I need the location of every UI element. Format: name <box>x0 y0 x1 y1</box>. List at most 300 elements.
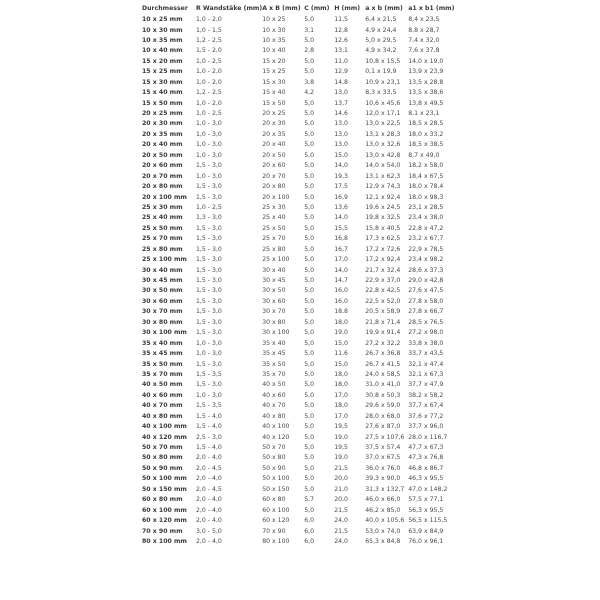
small-a-x-b-cell: 29,6 x 59,0 <box>365 402 401 410</box>
h-cell: 12,6 <box>334 36 348 44</box>
table-row <box>142 255 458 265</box>
durchmesser-cell: 20 x 70 mm <box>142 172 183 180</box>
a-x-b-cell: 40 x 80 <box>262 412 286 420</box>
a-x-b-cell: 30 x 70 <box>262 308 286 316</box>
c-cell: 5,0 <box>304 57 315 65</box>
wandstaerke-cell: 1,5 - 4,0 <box>196 444 222 452</box>
small-a-x-b-cell: 46,0 x 66,0 <box>365 496 401 504</box>
durchmesser-cell: 40 x 120 mm <box>142 433 187 441</box>
column-header-a-x-b: A x B (mm) <box>262 5 301 13</box>
wandstaerke-cell: 3,0 - 5,0 <box>196 527 222 535</box>
a1-x-b1-cell: 29,0 x 42,8 <box>408 277 444 285</box>
a1-x-b1-cell: 18,0 x 98,3 <box>408 193 444 201</box>
durchmesser-cell: 30 x 100 mm <box>142 329 187 337</box>
wandstaerke-cell: 1,0 - 3,0 <box>196 350 222 358</box>
c-cell: 5,0 <box>304 245 315 253</box>
h-cell: 19,0 <box>334 329 348 337</box>
h-cell: 13,1 <box>334 47 348 55</box>
a1-x-b1-cell: 18,0 x 78,4 <box>408 183 444 191</box>
small-a-x-b-cell: 39,3 x 90,0 <box>365 475 401 483</box>
h-cell: 13,0 <box>334 89 348 97</box>
small-a-x-b-cell: 19,6 x 24,5 <box>365 203 401 211</box>
h-cell: 16,9 <box>334 193 348 201</box>
a-x-b-cell: 10 x 25 <box>262 16 286 24</box>
h-cell: 19,5 <box>334 423 348 431</box>
a1-x-b1-cell: 46,8 x 86,7 <box>408 464 444 472</box>
small-a-x-b-cell: 10,9 x 23,1 <box>365 78 401 86</box>
durchmesser-cell: 25 x 50 mm <box>142 224 183 232</box>
durchmesser-cell: 25 x 40 mm <box>142 214 183 222</box>
h-cell: 21,5 <box>334 464 348 472</box>
table-row <box>142 391 458 401</box>
table-row <box>142 25 458 35</box>
durchmesser-cell: 30 x 40 mm <box>142 266 183 274</box>
wandstaerke-cell: 1,5 - 3,0 <box>196 193 222 201</box>
table-row <box>142 349 458 359</box>
wandstaerke-cell: 1,0 - 2,5 <box>196 57 222 65</box>
c-cell: 5,0 <box>304 433 315 441</box>
a-x-b-cell: 30 x 100 <box>262 329 290 337</box>
c-cell: 5,0 <box>304 266 315 274</box>
small-a-x-b-cell: 13,0 x 32,6 <box>365 141 401 149</box>
c-cell: 5,0 <box>304 224 315 232</box>
table-row <box>142 370 458 380</box>
h-cell: 21,5 <box>334 506 348 514</box>
a-x-b-cell: 80 x 100 <box>262 537 290 545</box>
wandstaerke-cell: 1,0 - 3,0 <box>196 130 222 138</box>
a-x-b-cell: 20 x 60 <box>262 162 286 170</box>
durchmesser-cell: 20 x 35 mm <box>142 130 183 138</box>
h-cell: 13,6 <box>334 203 348 211</box>
a1-x-b1-cell: 47,0 x 148,2 <box>408 485 448 493</box>
h-cell: 13,7 <box>334 99 348 107</box>
h-cell: 20,0 <box>334 475 348 483</box>
wandstaerke-cell: 1,5 - 2,0 <box>196 47 222 55</box>
h-cell: 17,0 <box>334 256 348 264</box>
c-cell: 6,0 <box>304 527 315 535</box>
small-a-x-b-cell: 12,1 x 92,4 <box>365 193 401 201</box>
small-a-x-b-cell: 26,7 x 36,8 <box>365 350 401 358</box>
durchmesser-cell: 50 x 70 mm <box>142 444 183 452</box>
a1-x-b1-cell: 27,2 x 98,0 <box>408 329 444 337</box>
a1-x-b1-cell: 23,2 x 67,7 <box>408 235 444 243</box>
table-row <box>142 422 458 432</box>
table-row <box>142 130 458 140</box>
durchmesser-cell: 25 x 30 mm <box>142 203 183 211</box>
small-a-x-b-cell: 20,5 x 58,9 <box>365 308 401 316</box>
wandstaerke-cell: 1,0 - 3,0 <box>196 391 222 399</box>
wandstaerke-cell: 1,2 - 2,5 <box>196 89 222 97</box>
a1-x-b1-cell: 27,8 x 58,0 <box>408 297 444 305</box>
table-row <box>142 213 458 223</box>
a1-x-b1-cell: 18,2 x 58,0 <box>408 162 444 170</box>
wandstaerke-cell: 2,0 - 4,0 <box>196 506 222 514</box>
table-row <box>142 36 458 46</box>
wandstaerke-cell: 1,5 - 3,5 <box>196 402 222 410</box>
h-cell: 14,6 <box>334 110 348 118</box>
wandstaerke-cell: 1,5 - 3,0 <box>196 318 222 326</box>
durchmesser-cell: 40 x 70 mm <box>142 402 183 410</box>
h-cell: 12,8 <box>334 26 348 34</box>
c-cell: 5,0 <box>304 402 315 410</box>
a-x-b-cell: 60 x 120 <box>262 517 290 525</box>
a-x-b-cell: 35 x 50 <box>262 360 286 368</box>
small-a-x-b-cell: 4,9 x 24,4 <box>365 26 397 34</box>
a1-x-b1-cell: 28,6 x 37,3 <box>408 266 444 274</box>
h-cell: 18,0 <box>334 381 348 389</box>
a-x-b-cell: 25 x 50 <box>262 224 286 232</box>
small-a-x-b-cell: 22,8 x 42,5 <box>365 287 401 295</box>
c-cell: 5,0 <box>304 110 315 118</box>
table-row <box>142 266 458 276</box>
c-cell: 2,8 <box>304 47 315 55</box>
wandstaerke-cell: 1,5 - 3,0 <box>196 256 222 264</box>
small-a-x-b-cell: 12,9 x 74,3 <box>365 183 401 191</box>
table-row <box>142 474 458 484</box>
durchmesser-cell: 20 x 60 mm <box>142 162 183 170</box>
a-x-b-cell: 50 x 150 <box>262 485 290 493</box>
a-x-b-cell: 50 x 90 <box>262 464 286 472</box>
c-cell: 5,0 <box>304 235 315 243</box>
h-cell: 24,0 <box>334 517 348 525</box>
a1-x-b1-cell: 32,1 x 47,4 <box>408 360 444 368</box>
h-cell: 16,7 <box>334 245 348 253</box>
wandstaerke-cell: 1,5 - 4,0 <box>196 412 222 420</box>
small-a-x-b-cell: 17,2 x 72,6 <box>365 245 401 253</box>
table-row <box>142 99 458 109</box>
table-row <box>142 161 458 171</box>
c-cell: 5,0 <box>304 444 315 452</box>
a-x-b-cell: 10 x 35 <box>262 36 286 44</box>
h-cell: 14,0 <box>334 214 348 222</box>
wandstaerke-cell: 1,5 - 3,5 <box>196 370 222 378</box>
durchmesser-cell: 20 x 100 mm <box>142 193 187 201</box>
h-cell: 21,0 <box>334 485 348 493</box>
a-x-b-cell: 15 x 50 <box>262 99 286 107</box>
a-x-b-cell: 35 x 70 <box>262 370 286 378</box>
a-x-b-cell: 25 x 100 <box>262 256 290 264</box>
wandstaerke-cell: 2,5 - 3,0 <box>196 433 222 441</box>
table-row <box>142 224 458 234</box>
table-row <box>142 245 458 255</box>
table-row <box>142 526 458 536</box>
a-x-b-cell: 40 x 50 <box>262 381 286 389</box>
durchmesser-cell: 40 x 80 mm <box>142 412 183 420</box>
a-x-b-cell: 70 x 90 <box>262 527 286 535</box>
c-cell: 5,0 <box>304 130 315 138</box>
table-body <box>142 15 458 547</box>
wandstaerke-cell: 1,5 - 3,0 <box>196 381 222 389</box>
h-cell: 19,0 <box>334 454 348 462</box>
a1-x-b1-cell: 18,4 x 67,5 <box>408 172 444 180</box>
table-row <box>142 182 458 192</box>
durchmesser-cell: 30 x 60 mm <box>142 297 183 305</box>
small-a-x-b-cell: 17,2 x 92,4 <box>365 256 401 264</box>
table-row <box>142 537 458 547</box>
a1-x-b1-cell: 8,1 x 23,1 <box>408 110 440 118</box>
table-row <box>142 46 458 56</box>
wandstaerke-cell: 1,0 - 2,0 <box>196 78 222 86</box>
a-x-b-cell: 30 x 40 <box>262 266 286 274</box>
a1-x-b1-cell: 37,7 x 96,0 <box>408 423 444 431</box>
wandstaerke-cell: 1,0 - 1,5 <box>196 26 222 34</box>
h-cell: 20,0 <box>334 496 348 504</box>
c-cell: 5,7 <box>304 496 315 504</box>
wandstaerke-cell: 2,0 - 4,0 <box>196 537 222 545</box>
small-a-x-b-cell: 21,7 x 32,4 <box>365 266 401 274</box>
small-a-x-b-cell: 21,8 x 71,4 <box>365 318 401 326</box>
small-a-x-b-cell: 27,5 x 107,6 <box>365 433 405 441</box>
durchmesser-cell: 15 x 30 mm <box>142 78 183 86</box>
h-cell: 19,5 <box>334 444 348 452</box>
table-row <box>142 119 458 129</box>
table-row <box>142 15 458 25</box>
small-a-x-b-cell: 46,2 x 85,0 <box>365 506 401 514</box>
small-a-x-b-cell: 53,0 x 74,0 <box>365 527 401 535</box>
table-row <box>142 57 458 67</box>
h-cell: 13,0 <box>334 120 348 128</box>
durchmesser-cell: 50 x 90 mm <box>142 464 183 472</box>
c-cell: 5,0 <box>304 318 315 326</box>
c-cell: 5,0 <box>304 287 315 295</box>
table-row <box>142 339 458 349</box>
a-x-b-cell: 20 x 50 <box>262 151 286 159</box>
small-a-x-b-cell: 27,2 x 32,2 <box>365 339 401 347</box>
a1-x-b1-cell: 32,1 x 67,3 <box>408 370 444 378</box>
durchmesser-cell: 20 x 50 mm <box>142 151 183 159</box>
small-a-x-b-cell: 37,0 x 67,5 <box>365 454 401 462</box>
h-cell: 19,0 <box>334 433 348 441</box>
wandstaerke-cell: 1,5 - 3,0 <box>196 297 222 305</box>
table-row <box>142 401 458 411</box>
durchmesser-cell: 50 x 150 mm <box>142 485 187 493</box>
a-x-b-cell: 40 x 70 <box>262 402 286 410</box>
table-row <box>142 234 458 244</box>
durchmesser-cell: 30 x 45 mm <box>142 277 183 285</box>
durchmesser-cell: 35 x 70 mm <box>142 370 183 378</box>
h-cell: 15,0 <box>334 339 348 347</box>
a1-x-b1-cell: 37,7 x 67,4 <box>408 402 444 410</box>
a1-x-b1-cell: 23,4 x 98,2 <box>408 256 444 264</box>
a1-x-b1-cell: 7,4 x 32,0 <box>408 36 440 44</box>
h-cell: 16,0 <box>334 287 348 295</box>
wandstaerke-cell: 1,5 - 3,0 <box>196 224 222 232</box>
c-cell: 5,0 <box>304 16 315 24</box>
wandstaerke-cell: 1,5 - 3,0 <box>196 277 222 285</box>
a1-x-b1-cell: 7,6 x 37,8 <box>408 47 440 55</box>
wandstaerke-cell: 1,5 - 3,0 <box>196 245 222 253</box>
h-cell: 16,0 <box>334 297 348 305</box>
a-x-b-cell: 50 x 100 <box>262 475 290 483</box>
h-cell: 13,0 <box>334 130 348 138</box>
small-a-x-b-cell: 4,9 x 34,2 <box>365 47 397 55</box>
a1-x-b1-cell: 18,0 x 33,2 <box>408 130 444 138</box>
c-cell: 5,0 <box>304 172 315 180</box>
wandstaerke-cell: 1,0 - 2,0 <box>196 16 222 24</box>
small-a-x-b-cell: 26,7 x 41,5 <box>365 360 401 368</box>
durchmesser-cell: 80 x 100 mm <box>142 537 187 545</box>
column-header-wandstaerke: R Wandstäke (mm) <box>196 5 263 13</box>
h-cell: 17,5 <box>334 183 348 191</box>
small-a-x-b-cell: 19,9 x 91,4 <box>365 329 401 337</box>
table-row <box>142 192 458 202</box>
h-cell: 15,0 <box>334 151 348 159</box>
table-row <box>142 67 458 77</box>
column-header-c: C (mm) <box>304 5 330 13</box>
h-cell: 17,0 <box>334 391 348 399</box>
small-a-x-b-cell: 36,0 x 76,0 <box>365 464 401 472</box>
dimension-table <box>142 4 458 547</box>
a-x-b-cell: 15 x 40 <box>262 89 286 97</box>
small-a-x-b-cell: 37,5 x 57,4 <box>365 444 401 452</box>
h-cell: 11,6 <box>334 350 348 358</box>
a1-x-b1-cell: 28,0 x 116,7 <box>408 433 448 441</box>
durchmesser-cell: 25 x 70 mm <box>142 235 183 243</box>
a-x-b-cell: 30 x 80 <box>262 318 286 326</box>
durchmesser-cell: 60 x 80 mm <box>142 496 183 504</box>
durchmesser-cell: 50 x 80 mm <box>142 454 183 462</box>
a1-x-b1-cell: 47,7 x 67,3 <box>408 444 444 452</box>
wandstaerke-cell: 1,0 - 2,5 <box>196 203 222 211</box>
a-x-b-cell: 20 x 35 <box>262 130 286 138</box>
c-cell: 4,2 <box>304 89 315 97</box>
table-row <box>142 172 458 182</box>
table-row <box>142 443 458 453</box>
wandstaerke-cell: 1,5 - 3,0 <box>196 287 222 295</box>
a1-x-b1-cell: 37,7 x 47,9 <box>408 381 444 389</box>
a1-x-b1-cell: 18,5 x 28,5 <box>408 120 444 128</box>
wandstaerke-cell: 2,0 - 4,0 <box>196 475 222 483</box>
wandstaerke-cell: 1,2 - 2,5 <box>196 36 222 44</box>
a1-x-b1-cell: 13,8 x 49,5 <box>408 99 444 107</box>
a-x-b-cell: 35 x 45 <box>262 350 286 358</box>
a1-x-b1-cell: 56,3 x 95,5 <box>408 506 444 514</box>
durchmesser-cell: 20 x 25 mm <box>142 110 183 118</box>
wandstaerke-cell: 1,5 - 4,0 <box>196 423 222 431</box>
wandstaerke-cell: 2,0 - 4,0 <box>196 496 222 504</box>
c-cell: 5,0 <box>304 360 315 368</box>
c-cell: 5,0 <box>304 350 315 358</box>
wandstaerke-cell: 2,0 - 4,5 <box>196 485 222 493</box>
a1-x-b1-cell: 23,1 x 28,5 <box>408 203 444 211</box>
table-row <box>142 506 458 516</box>
wandstaerke-cell: 1,5 - 3,0 <box>196 235 222 243</box>
durchmesser-cell: 35 x 50 mm <box>142 360 183 368</box>
c-cell: 5,0 <box>304 391 315 399</box>
wandstaerke-cell: 1,5 - 3,0 <box>196 360 222 368</box>
a-x-b-cell: 15 x 20 <box>262 57 286 65</box>
a-x-b-cell: 35 x 40 <box>262 339 286 347</box>
durchmesser-cell: 10 x 35 mm <box>142 36 183 44</box>
h-cell: 19,3 <box>334 172 348 180</box>
c-cell: 5,0 <box>304 36 315 44</box>
table-row <box>142 318 458 328</box>
wandstaerke-cell: 1,0 - 3,0 <box>196 151 222 159</box>
table-row <box>142 140 458 150</box>
table-row <box>142 307 458 317</box>
column-header-a1-x-b1: a1 x b1 (mm) <box>408 5 455 13</box>
c-cell: 5,0 <box>304 68 315 76</box>
table-row <box>142 433 458 443</box>
small-a-x-b-cell: 0,1 x 19,9 <box>365 68 397 76</box>
h-cell: 21,5 <box>334 527 348 535</box>
a-x-b-cell: 20 x 25 <box>262 110 286 118</box>
wandstaerke-cell: 1,0 - 3,0 <box>196 120 222 128</box>
c-cell: 5,0 <box>304 412 315 420</box>
a-x-b-cell: 20 x 80 <box>262 183 286 191</box>
small-a-x-b-cell: 22,5 x 52,0 <box>365 297 401 305</box>
table-row <box>142 380 458 390</box>
a1-x-b1-cell: 13,5 x 38,6 <box>408 89 444 97</box>
durchmesser-cell: 25 x 80 mm <box>142 245 183 253</box>
durchmesser-cell: 60 x 120 mm <box>142 517 187 525</box>
table-row <box>142 203 458 213</box>
durchmesser-cell: 15 x 40 mm <box>142 89 183 97</box>
a-x-b-cell: 20 x 30 <box>262 120 286 128</box>
small-a-x-b-cell: 27,6 x 87,0 <box>365 423 401 431</box>
c-cell: 5,0 <box>304 214 315 222</box>
table-row <box>142 464 458 474</box>
durchmesser-cell: 40 x 50 mm <box>142 381 183 389</box>
c-cell: 5,0 <box>304 485 315 493</box>
h-cell: 11,0 <box>334 57 348 65</box>
a-x-b-cell: 25 x 80 <box>262 245 286 253</box>
table-row <box>142 485 458 495</box>
small-a-x-b-cell: 10,6 x 45,6 <box>365 99 401 107</box>
a-x-b-cell: 30 x 50 <box>262 287 286 295</box>
a1-x-b1-cell: 47,3 x 76,8 <box>408 454 444 462</box>
h-cell: 11,5 <box>334 16 348 24</box>
a1-x-b1-cell: 38,2 x 58,2 <box>408 391 444 399</box>
c-cell: 5,0 <box>304 423 315 431</box>
a1-x-b1-cell: 23,4 x 38,0 <box>408 214 444 222</box>
wandstaerke-cell: 1,5 - 3,0 <box>196 329 222 337</box>
durchmesser-cell: 35 x 45 mm <box>142 350 183 358</box>
table-row <box>142 495 458 505</box>
small-a-x-b-cell: 8,3 x 33,5 <box>365 89 397 97</box>
h-cell: 16,8 <box>334 235 348 243</box>
column-header-h: H (mm) <box>334 5 361 13</box>
c-cell: 5,0 <box>304 277 315 285</box>
h-cell: 14,0 <box>334 162 348 170</box>
table-row <box>142 453 458 463</box>
durchmesser-cell: 60 x 100 mm <box>142 506 187 514</box>
h-cell: 17,0 <box>334 412 348 420</box>
small-a-x-b-cell: 40,0 x 105,6 <box>365 517 405 525</box>
wandstaerke-cell: 1,0 - 3,0 <box>196 141 222 149</box>
small-a-x-b-cell: 15,8 x 40,5 <box>365 224 401 232</box>
c-cell: 5,0 <box>304 506 315 514</box>
a-x-b-cell: 15 x 30 <box>262 78 286 86</box>
c-cell: 5,0 <box>304 454 315 462</box>
small-a-x-b-cell: 13,0 x 42,8 <box>365 151 401 159</box>
a1-x-b1-cell: 22,8 x 47,2 <box>408 224 444 232</box>
a1-x-b1-cell: 33,8 x 38,0 <box>408 339 444 347</box>
a-x-b-cell: 40 x 60 <box>262 391 286 399</box>
durchmesser-cell: 50 x 100 mm <box>142 475 187 483</box>
a-x-b-cell: 50 x 70 <box>262 444 286 452</box>
durchmesser-cell: 20 x 80 mm <box>142 183 183 191</box>
h-cell: 14,8 <box>334 78 348 86</box>
a-x-b-cell: 15 x 25 <box>262 68 286 76</box>
a-x-b-cell: 25 x 30 <box>262 203 286 211</box>
c-cell: 5,0 <box>304 120 315 128</box>
wandstaerke-cell: 2,0 - 4,0 <box>196 454 222 462</box>
durchmesser-cell: 30 x 80 mm <box>142 318 183 326</box>
small-a-x-b-cell: 31,3 x 132,7 <box>365 485 405 493</box>
table-row <box>142 286 458 296</box>
c-cell: 5,0 <box>304 297 315 305</box>
